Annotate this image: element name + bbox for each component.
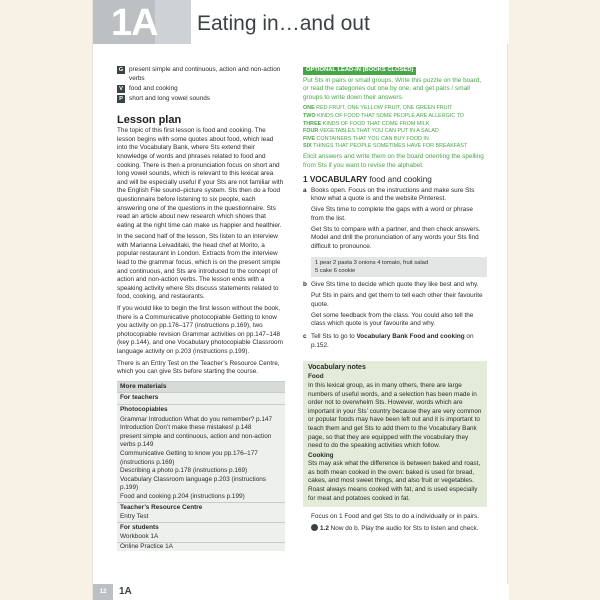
topic-text: food and cooking (129, 84, 178, 92)
lead-in-outro: Elicit answers and write them on the board orienting the spelling from Sts if you want to revise the alphabet. (303, 152, 484, 169)
step-text: Tell Sts to go to Vocabulary Bank Food and cooking on p.152. (311, 333, 474, 349)
material-line: present simple and continuous, action and non-action verbs p.149 (120, 432, 272, 449)
material-line: Workbook 1A (120, 533, 159, 541)
puzzle-line: ONE RED FRUIT, ONE YELLOW FRUIT, ONE GREEN FRUIT (303, 105, 453, 112)
document-page (92, 0, 508, 600)
material-line: Describing a photo p.178 (instructions p.169) (120, 467, 248, 475)
topic-grammar (117, 66, 285, 83)
page-header (93, 0, 509, 44)
step-letter: a (303, 186, 307, 194)
page-number: 12 (93, 584, 113, 600)
food-note-heading: Food (308, 373, 324, 381)
answer-key-box (311, 257, 487, 277)
for-teachers-heading: For teachers (117, 392, 285, 404)
puzzle-line: FOUR VEGETABLES THAT YOU CAN PUT IN A SALAD (303, 128, 439, 135)
step-text: Give Sts time to complete the gaps with a word or phrase from the list. (311, 206, 473, 222)
puzzle-line: TWO KINDS OF FOOD THAT SOME PEOPLE ARE ALLERGIC TO (303, 112, 464, 119)
topic-pronunciation (117, 95, 285, 104)
photocopiables-heading: Photocopiables (117, 404, 285, 416)
answer-line: 1 pear 2 pasta 3 onions 4 tomato, fruit salad (315, 260, 429, 267)
step-text: Put Sts in pairs and get them to tell each other their favourite quote. (311, 292, 483, 308)
step-letter: b (303, 281, 307, 289)
step-text: Give Sts time to decide which quote they like best and why. (311, 281, 479, 289)
step-text: Get Sts to compare with a partner, and then check answers. Model and drill the pronunciation of any words your Sts find difficult to pronounce. (311, 225, 481, 251)
puzzle-line: THREE KINDS OF FOOD THAT COME FROM MILK (303, 120, 430, 127)
vocabulary-notes-heading: Vocabulary notes (308, 363, 366, 371)
cooking-note-heading: Cooking (308, 451, 334, 459)
material-line: Entry Test (120, 513, 149, 521)
pronunciation-badge: P (117, 95, 125, 103)
puzzle-line: FIVE CONTAINERS THAT YOU CAN BUY FOOD IN (303, 135, 429, 142)
lesson-title: Eating in…and out (197, 12, 370, 35)
optional-lead-in-label: OPTIONAL LEAD-IN (BOOKS CLOSED) (303, 67, 416, 75)
vocabulary-badge: V (117, 85, 125, 93)
lead-in-puzzle (303, 105, 487, 151)
material-line: Communicative Getting to know you pp.176–177 (instructions p.169) (120, 449, 258, 466)
vocabulary-section-heading: 1 VOCABULARY food and cooking (303, 175, 432, 185)
step-text: 1.2 Now do b. Play the audio for Sts to listen and check. (311, 524, 479, 534)
step-text: Focus on 1 Food and get Sts to do a individually or in pairs. (311, 513, 480, 521)
topic-text: present simple and continuous, action and non-action verbs (129, 66, 281, 82)
vocabulary-notes-box (303, 361, 487, 508)
material-line: Vocabulary Classroom language p.203 (instructions p.199) (120, 475, 267, 492)
food-note-text: In this lexical group, as in many others, there are large numbers of useful words, and a selection has been made in order not to overwhelm Sts. However, words which are important in your Sts’ country because they are very common or popular foods may have been left out and it is important to teach them and get Sts to add them to the Vocabulary Bank page, so that they are equipped with the vocabulary they need to do the speaking activities which follow. (308, 381, 482, 450)
lead-in-intro: Put Sts in pairs or small groups. Write this puzzle on the board, or read the categories out one by one, and get pairs / small groups to write down their answers. (303, 76, 482, 101)
exercise-c (303, 333, 487, 353)
step-text: Get some feedback from the class. You could also tell the class which quote is your favourite and why. (311, 311, 474, 328)
audio-track-label: 1.2 (320, 525, 329, 533)
lesson-plan-paragraph: There is an Entry Test on the Teacher’s Resource Centre, which you can give Sts before starting the course. (117, 359, 280, 376)
exercise-a (303, 187, 487, 254)
material-line: Grammar Introduction What do you remember? p.147 (120, 415, 273, 423)
for-students-heading: For students (117, 522, 285, 534)
material-line: Food and cooking p.204 (instructions p.199) (120, 492, 245, 500)
topic-vocabulary (117, 85, 285, 94)
topic-text: short and long vowel sounds (129, 94, 211, 102)
step-text: Books open. Focus on the instructions and make sure Sts know what a quote is and the website Pinterest. (311, 186, 475, 203)
grammar-badge: G (118, 67, 124, 73)
more-materials-heading: More materials (117, 382, 285, 393)
trc-heading: Teacher’s Resource Centre (117, 502, 285, 514)
right-column (303, 66, 487, 538)
puzzle-line: SIX THINGS THAT PEOPLE SOMETIMES HAVE FOR BREAKFAST (303, 143, 468, 150)
page-footer (93, 584, 509, 600)
lesson-plan-heading: Lesson plan (117, 113, 182, 126)
more-materials-box (117, 381, 285, 552)
unit-number: 1A (111, 2, 158, 44)
cooking-note-text: Sts may ask what the difference is between baked and roast, as both mean cooked in the oven: baked is used for bread, cakes, and most sweet things, and also fruit or vegetables. Roast always means cooked with fat, and is used especially for meat and potatoes cooked in fat. (308, 460, 481, 502)
exercise-d (303, 513, 487, 536)
left-column (117, 66, 285, 551)
lesson-plan-paragraph: In the second half of the lesson, Sts listen to an interview with Marianna Leivaditaki, the head chef at Morito, a popular restaurant in London. Extracts from the interview lead to the grammar focus, which is on the present simple and continuous, and Sts are introduced to the concept of action and non-action verbs. The lesson ends with a speaking activity where Sts discuss statements related to food, cooking, and restaurants. (117, 233, 281, 301)
footer-unit-label: 1A (119, 586, 132, 597)
lesson-topics (117, 66, 285, 104)
step-letter: c (303, 333, 307, 341)
unit-tab (93, 0, 191, 44)
material-line: Introduction Don’t make these mistakes! p.148 (120, 424, 252, 432)
lesson-plan-paragraph: If you would like to begin the first lesson without the book, there is a Communicative photocopiable Getting to know you activity on pp.176–177 (instructions p.169), two photocopiable revision Grammar activities on pp.147–148 (key p.144), and one Vocabulary photocopiable Classroom language activity on p.203 (instructions p.199). (117, 305, 283, 355)
material-line: Online Practice 1A (117, 542, 285, 552)
lesson-plan-paragraph: The topic of this first lesson is food and cooking. The lesson begins with some quotes about food, which lead into the Vocabulary Bank, where Sts extend their knowledge of words and phrases related to food and cooking. There is then a pronunciation focus on short and long vowel sounds, which is relevant to this lexical area and will be especially useful if your Sts are not familiar with the English File sound–picture system. Sts then do a food questionnaire before listening to six people, each answering one of the questions in the questionnaire. Sts read an article about new research which shows that eating at the right time can make us happier and healthier. (117, 127, 284, 229)
answer-line: 5 cake 6 cookie (315, 268, 356, 275)
audio-icon (311, 524, 318, 531)
exercise-b (303, 281, 487, 331)
